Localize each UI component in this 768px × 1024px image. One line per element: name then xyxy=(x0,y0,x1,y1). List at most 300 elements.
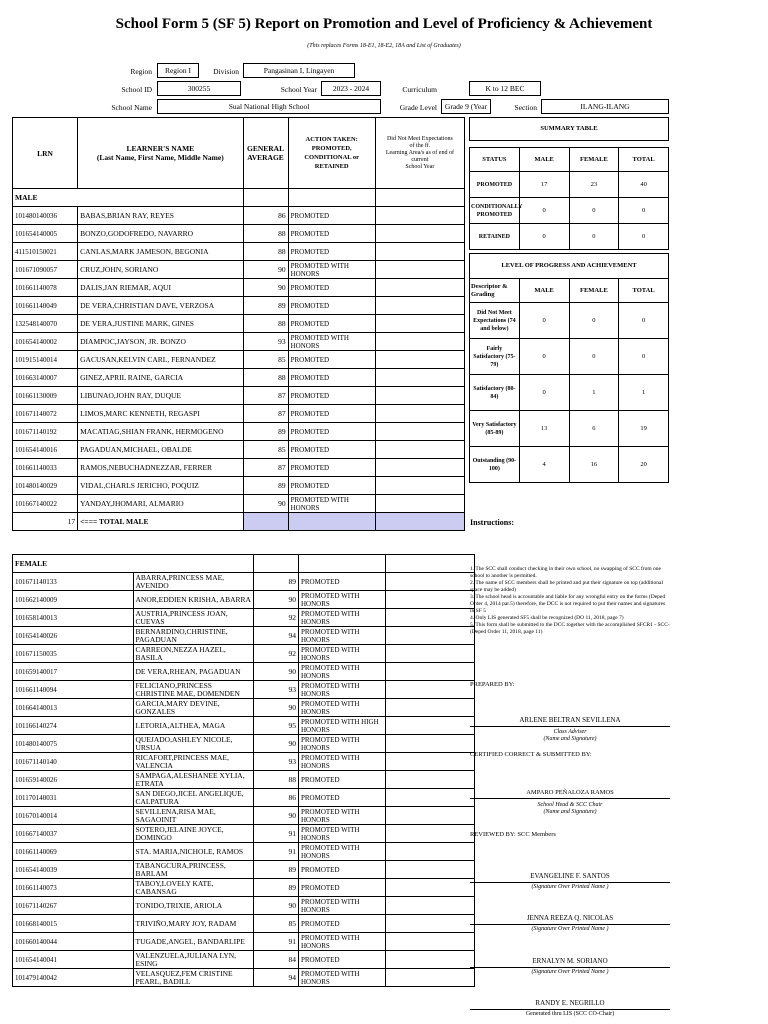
learner-name: SAN DIEGO,JICEL ANGELIQUE, CALPATURA xyxy=(133,789,254,807)
learner-dnm xyxy=(375,243,464,261)
row-label: Did Not Meet Expectations (74 and below) xyxy=(470,303,520,339)
learner-average: 90 xyxy=(243,261,288,279)
learner-name: LETORIA,ALTHEA, MAGA xyxy=(133,717,254,735)
summary-header-male: MALE xyxy=(519,148,569,172)
learner-action: PROMOTED xyxy=(288,297,375,315)
male-total-count: 17 xyxy=(13,513,78,531)
learner-action: PROMOTED xyxy=(288,279,375,297)
row-value-male: 0 xyxy=(519,198,569,224)
learner-average: 90 xyxy=(254,807,299,825)
learner-action: PROMOTED xyxy=(299,771,386,789)
learner-name: BONZO,GODOFREDO, NAVARRO xyxy=(78,225,243,243)
learner-average: 89 xyxy=(254,879,299,897)
learner-lrn: 101661140069 xyxy=(13,843,134,861)
row-value-male: 13 xyxy=(519,411,569,447)
learner-average: 85 xyxy=(243,441,288,459)
division-label: Division xyxy=(213,67,239,76)
learner-dnm xyxy=(386,951,475,969)
learner-name: PAGADUAN,MICHAEL, OBALDE xyxy=(78,441,243,459)
school-year-label: School Year xyxy=(280,85,317,94)
learner-action: PROMOTED WITH HONORS xyxy=(288,333,375,351)
col-dnm xyxy=(375,118,464,189)
progress-header-male: MALE xyxy=(519,279,569,303)
learner-name: GINEZ,APRIL RAINE, GARCIA xyxy=(78,369,243,387)
learner-average: 87 xyxy=(243,405,288,423)
row-label: Outstanding (90-100) xyxy=(470,447,520,483)
learner-lrn: 101654140016 xyxy=(13,441,78,459)
learner-lrn: 101660140044 xyxy=(13,933,134,951)
learner-dnm xyxy=(386,789,475,807)
col-lrn: LRN xyxy=(13,118,78,189)
learner-action: PROMOTED xyxy=(299,573,386,591)
learner-average: 85 xyxy=(243,351,288,369)
learner-average: 88 xyxy=(243,315,288,333)
learner-dnm xyxy=(386,897,475,915)
learner-dnm xyxy=(375,207,464,225)
learner-lrn: 101664140013 xyxy=(13,699,134,717)
table-row xyxy=(13,315,465,333)
learner-average: 89 xyxy=(243,297,288,315)
learner-name: VELASQUEZ,FEM CRISTINE PEARL, BADILL xyxy=(133,969,254,987)
learner-dnm xyxy=(386,933,475,951)
learner-action: PROMOTED WITH HONORS xyxy=(299,825,386,843)
learner-lrn: 101661140033 xyxy=(13,459,78,477)
row-value-male: 4 xyxy=(519,447,569,483)
adviser-name: ARLENE BELTRAN SEVILLENA xyxy=(519,716,621,724)
section-field: ILANG-ILANG xyxy=(541,99,669,114)
learner-action: PROMOTED WITH HONORS xyxy=(299,663,386,681)
col-action-line3: CONDITIONAL or xyxy=(304,154,360,161)
col-dnm-line2: of the ff. xyxy=(409,142,431,149)
learner-lrn: 101654140026 xyxy=(13,627,134,645)
col-average-line1: GENERAL xyxy=(247,144,285,153)
col-action-line2: PROMOTED, xyxy=(311,145,352,152)
learner-name: ANOR,EDDIEN KRISHA, ABARRA xyxy=(133,591,254,609)
learner-average: 95 xyxy=(254,717,299,735)
learner-dnm xyxy=(375,261,464,279)
learner-name: QUEJADO,ASHLEY NICOLE, URSUA xyxy=(133,735,254,753)
table-row xyxy=(470,172,669,198)
learner-action: PROMOTED WITH HONORS xyxy=(299,699,386,717)
learner-dnm xyxy=(386,627,475,645)
learner-dnm xyxy=(386,591,475,609)
learner-name: AUSTRIA,PRINCESS JOAN, CUEVAS xyxy=(133,609,254,627)
table-row xyxy=(13,573,475,591)
row-value-total: 0 xyxy=(619,224,669,250)
table-row xyxy=(13,261,465,279)
table-row xyxy=(13,207,465,225)
learner-name: TABOY,LOVELY KATE, CABANSAG xyxy=(133,879,254,897)
head-role: School Head & SCC Chair xyxy=(537,802,603,808)
learner-dnm xyxy=(386,843,475,861)
learner-name: BABAS,BRIAN RAY, REYES xyxy=(78,207,243,225)
row-value-female: 23 xyxy=(569,172,619,198)
learner-dnm xyxy=(375,369,464,387)
table-row xyxy=(13,477,465,495)
table-row xyxy=(13,951,475,969)
learner-lrn: 101667140022 xyxy=(13,495,78,513)
learner-dnm xyxy=(375,279,464,297)
learner-lrn: 132548140070 xyxy=(13,315,78,333)
learner-dnm xyxy=(386,645,475,663)
summary-header-female: FEMALE xyxy=(569,148,619,172)
learner-action: PROMOTED xyxy=(288,387,375,405)
learner-dnm xyxy=(375,351,464,369)
row-value-female: 0 xyxy=(569,198,619,224)
learner-dnm xyxy=(375,459,464,477)
row-value-male: 0 xyxy=(519,375,569,411)
learner-lrn: 101671140140 xyxy=(13,753,134,771)
row-value-female: 1 xyxy=(569,375,619,411)
progress-header-female: FEMALE xyxy=(569,279,619,303)
col-dnm-line5: School Year xyxy=(405,163,435,170)
grade-level-field: Grade 9 (Year xyxy=(441,99,491,114)
division-field: Pangasinan I, Lingayen xyxy=(243,63,355,78)
table-row xyxy=(13,387,465,405)
learner-lrn: 101662140009 xyxy=(13,591,134,609)
learner-lrn: 101654140005 xyxy=(13,225,78,243)
row-label: Very Satisfactory (85-89) xyxy=(470,411,520,447)
table-row xyxy=(13,441,465,459)
learner-average: 88 xyxy=(254,771,299,789)
learner-average: 94 xyxy=(254,627,299,645)
learner-name: STA. MARIA,NICHOLE, RAMOS xyxy=(133,843,254,861)
row-value-female: 0 xyxy=(569,339,619,375)
row-value-male: 17 xyxy=(519,172,569,198)
learner-action: PROMOTED WITH HONORS xyxy=(299,753,386,771)
table-row xyxy=(13,969,475,987)
row-value-total: 0 xyxy=(619,339,669,375)
table-row xyxy=(13,333,465,351)
learner-action: PROMOTED WITH HONORS xyxy=(288,261,375,279)
learner-average: 88 xyxy=(243,225,288,243)
summary-header-status: STATUS xyxy=(470,148,520,172)
learner-average: 91 xyxy=(254,933,299,951)
school-id-label: School ID xyxy=(121,85,152,94)
learner-action: PROMOTED xyxy=(288,441,375,459)
learner-lrn: 101671140192 xyxy=(13,423,78,441)
school-id-field: 300255 xyxy=(157,81,241,96)
learner-average: 84 xyxy=(254,951,299,969)
table-row xyxy=(470,375,669,411)
male-total-label: <=== TOTAL MALE xyxy=(78,513,243,531)
section-label: Section xyxy=(514,103,537,112)
row-value-total: 40 xyxy=(619,172,669,198)
learner-lrn: 101480140075 xyxy=(13,735,134,753)
row-value-male: 0 xyxy=(519,224,569,250)
learner-dnm xyxy=(386,969,475,987)
col-action xyxy=(288,118,375,189)
learner-action: PROMOTED WITH HONORS xyxy=(299,807,386,825)
learner-dnm xyxy=(386,861,475,879)
row-value-male: 0 xyxy=(519,303,569,339)
learner-average: 88 xyxy=(243,369,288,387)
learner-name: RAMOS,NEBUCHADNEZZAR, FERRER xyxy=(78,459,243,477)
row-value-female: 0 xyxy=(569,224,619,250)
head-note: (Name and Signature) xyxy=(543,809,597,815)
learner-dnm xyxy=(386,825,475,843)
learner-dnm xyxy=(375,495,464,513)
learner-action: PROMOTED WITH HONORS xyxy=(299,843,386,861)
learner-lrn: 101658140013 xyxy=(13,609,134,627)
learner-name: RICAFORT,PRINCESS MAE, VALENCIA xyxy=(133,753,254,771)
learner-lrn: 101659140026 xyxy=(13,771,134,789)
learner-dnm xyxy=(386,807,475,825)
learner-action: PROMOTED WITH HIGH HONORS xyxy=(299,717,386,735)
table-row xyxy=(470,224,669,250)
table-row xyxy=(13,369,465,387)
learner-lrn: 101671140133 xyxy=(13,573,134,591)
learner-lrn: 101654140039 xyxy=(13,861,134,879)
learner-dnm xyxy=(386,681,475,699)
progress-header-total: TOTAL xyxy=(619,279,669,303)
learner-dnm xyxy=(375,297,464,315)
learner-lrn: 101671150035 xyxy=(13,645,134,663)
row-label: Fairly Satisfactory (75-79) xyxy=(470,339,520,375)
row-value-total: 0 xyxy=(619,303,669,339)
school-year-field: 2023 - 2024 xyxy=(321,81,381,96)
learner-action: PROMOTED xyxy=(288,369,375,387)
summary-table xyxy=(469,117,669,250)
member-name: EVANGELINE F. SANTOS xyxy=(530,872,610,880)
row-value-male: 0 xyxy=(519,339,569,375)
learner-average: 89 xyxy=(243,423,288,441)
learner-action: PROMOTED xyxy=(288,243,375,261)
learner-action: PROMOTED WITH HONORS xyxy=(299,627,386,645)
learner-dnm xyxy=(386,771,475,789)
col-name xyxy=(78,118,243,189)
learner-action: PROMOTED WITH HONORS xyxy=(288,495,375,513)
learner-action: PROMOTED xyxy=(288,351,375,369)
row-value-total: 0 xyxy=(619,198,669,224)
table-row xyxy=(13,681,475,699)
female-section-label: FEMALE xyxy=(13,555,254,573)
learner-name: TUGADE,ANGEL, BANDARLIPE xyxy=(133,933,254,951)
table-row xyxy=(13,423,465,441)
progress-title: LEVEL OF PROGRESS AND ACHIEVEMENT xyxy=(470,254,669,279)
learner-dnm xyxy=(386,915,475,933)
learner-action: PROMOTED WITH HONORS xyxy=(299,735,386,753)
learner-dnm xyxy=(386,879,475,897)
learner-lrn: 101663140007 xyxy=(13,369,78,387)
learner-average: 86 xyxy=(243,207,288,225)
col-dnm-line4: current xyxy=(411,156,429,163)
learners-table-male xyxy=(12,117,465,531)
learner-dnm xyxy=(375,423,464,441)
learner-dnm xyxy=(386,573,475,591)
learner-average: 90 xyxy=(254,897,299,915)
learner-average: 92 xyxy=(254,645,299,663)
learner-dnm xyxy=(375,441,464,459)
male-section-label: MALE xyxy=(13,189,244,207)
table-row xyxy=(13,225,465,243)
table-row xyxy=(13,645,475,663)
learner-name: YANDAY,JHOMARI, ALMARIO xyxy=(78,495,243,513)
learner-name: DE VERA,JUSTINE MARK, GINES xyxy=(78,315,243,333)
learner-dnm xyxy=(386,735,475,753)
instruction-item: 5. This form shall be submitted to the DCC together with the accomplished SFCR1 - SCC- (Deped Order 11, 2018, page 11) xyxy=(470,622,670,635)
learner-dnm xyxy=(375,225,464,243)
learner-name: VALENZUELA,JULIANA LYN, ESING xyxy=(133,951,254,969)
region-label: Region xyxy=(130,67,152,76)
table-row xyxy=(13,279,465,297)
table-row xyxy=(13,495,465,513)
table-row xyxy=(13,663,475,681)
learner-name: CANLAS,MARK JAMESON, BEGONIA xyxy=(78,243,243,261)
learner-action: PROMOTED xyxy=(299,879,386,897)
col-dnm-line3: Learning Area/s as of end of xyxy=(385,149,454,156)
col-average xyxy=(243,118,288,189)
instructions-list xyxy=(470,566,670,636)
learner-lrn: 101661140094 xyxy=(13,681,134,699)
learner-lrn: 101654140041 xyxy=(13,951,134,969)
col-name-line1: LEARNER'S NAME xyxy=(126,144,195,153)
col-action-line4: RETAINED xyxy=(314,163,349,170)
progress-table xyxy=(469,253,669,483)
learner-lrn: 101480140029 xyxy=(13,477,78,495)
learner-average: 89 xyxy=(254,861,299,879)
col-name-line2: (Last Name, First Name, Middle Name) xyxy=(96,153,224,162)
learner-action: PROMOTED xyxy=(288,423,375,441)
learner-name: DE VERA,RHEAN, PAGADUAN xyxy=(133,663,254,681)
learner-dnm xyxy=(386,663,475,681)
col-dnm-line1: Did Not Meet Expectations xyxy=(386,135,453,142)
learner-action: PROMOTED WITH HONORS xyxy=(299,933,386,951)
table-row xyxy=(470,411,669,447)
row-value-total: 1 xyxy=(619,375,669,411)
learner-lrn: 101661140073 xyxy=(13,879,134,897)
learner-lrn: 101915140014 xyxy=(13,351,78,369)
member-note: Generated thru LIS (SCC CO-Chair) xyxy=(525,1011,615,1017)
learner-name: SOTERO,JELAINE JOYCE, DOMINGO xyxy=(133,825,254,843)
learner-name: TONIDO,TRIXIE, ARIOLA xyxy=(133,897,254,915)
school-name-label: School Name xyxy=(111,103,152,112)
learner-average: 87 xyxy=(243,459,288,477)
learner-dnm xyxy=(386,609,475,627)
table-row xyxy=(13,933,475,951)
member-name: ERNALYN M. SORIANO xyxy=(532,957,608,965)
learner-lrn: 411510150021 xyxy=(13,243,78,261)
table-row xyxy=(13,879,475,897)
learner-lrn: 101671090057 xyxy=(13,261,78,279)
learner-name: DALIS,JAN RIEMAR, AQUI xyxy=(78,279,243,297)
adviser-note: (Name and Signature) xyxy=(543,736,597,742)
head-name: AMPARO PEÑALOZA RAMOS xyxy=(526,789,614,796)
learners-table-female xyxy=(12,554,475,987)
instruction-item: 3. The school head is accountable and liable for any wrongful entry on the forms (Deped Order 4, 2014 par.5) therefore, the DCC is not required to put their names and signatures in SF 5 xyxy=(470,594,666,614)
learner-lrn: 101659140017 xyxy=(13,663,134,681)
table-row xyxy=(470,303,669,339)
summary-title: SUMMARY TABLE xyxy=(470,118,669,141)
learner-action: PROMOTED xyxy=(288,225,375,243)
region-field: Region I xyxy=(157,63,199,78)
adviser-role: Class Adviser xyxy=(553,729,587,735)
learner-name: FELICIANO,PRINCESS CHRISTINE MAE, DOMENDEN xyxy=(133,681,254,699)
learner-action: PROMOTED WITH HONORS xyxy=(299,969,386,987)
learner-name: SEVILLENA,RISA MAE, SAGAOINIT xyxy=(133,807,254,825)
curriculum-label: Curriculum xyxy=(402,85,437,94)
table-row xyxy=(13,243,465,261)
curriculum-field: K to 12 BEC xyxy=(469,81,541,96)
table-row xyxy=(470,447,669,483)
learner-action: PROMOTED xyxy=(299,861,386,879)
learner-action: PROMOTED WITH HONORS xyxy=(299,591,386,609)
instructions-title: Instructions: xyxy=(470,518,515,527)
row-label: RETAINED xyxy=(470,224,520,250)
table-row xyxy=(13,861,475,879)
form-subtitle: (This replaces Forms 18-E1, 18-E2, 18A and List of Graduates) xyxy=(307,43,461,49)
learner-name: TABANGCURA,PRINCESS, BARLAM xyxy=(133,861,254,879)
certified-label: CERTIFIED CORRECT & SUBMITTED BY: xyxy=(470,751,592,758)
learner-average: 88 xyxy=(243,243,288,261)
learner-lrn: 101661140049 xyxy=(13,297,78,315)
learner-lrn: 101170140031 xyxy=(13,789,134,807)
learner-average: 90 xyxy=(254,735,299,753)
table-row xyxy=(13,825,475,843)
learner-average: 93 xyxy=(254,681,299,699)
learner-average: 93 xyxy=(243,333,288,351)
row-label: Satisfactory (80-84) xyxy=(470,375,520,411)
learner-lrn: 101661140078 xyxy=(13,279,78,297)
learner-action: PROMOTED WITH HONORS xyxy=(299,609,386,627)
row-value-female: 16 xyxy=(569,447,619,483)
learner-average: 90 xyxy=(254,591,299,609)
member-note: (Signature Over Printed Name ) xyxy=(531,969,609,975)
learner-name: CRUZ,JOHN, SORIANO xyxy=(78,261,243,279)
learner-name: DIAMPOC,JAYSON, JR. BONZO xyxy=(78,333,243,351)
table-row xyxy=(13,735,475,753)
learner-dnm xyxy=(375,405,464,423)
member-name: JENNA REEZA Q. NICOLAS xyxy=(526,914,614,922)
learner-action: PROMOTED xyxy=(288,405,375,423)
learner-average: 90 xyxy=(243,279,288,297)
learner-name: MACATIAG,SHIAN FRANK, HERMOGENO xyxy=(78,423,243,441)
table-row xyxy=(13,591,475,609)
learner-dnm xyxy=(375,315,464,333)
learner-name: LIBUNAO,JOHN RAY, DUQUE xyxy=(78,387,243,405)
learner-action: PROMOTED WITH HONORS xyxy=(299,681,386,699)
prepared-by-label: PREPARED BY: xyxy=(470,681,515,688)
table-row xyxy=(13,609,475,627)
table-row xyxy=(13,807,475,825)
learner-lrn: 101166140274 xyxy=(13,717,134,735)
learner-name: BERNARDINO,CHRISTINE, PAGADUAN xyxy=(133,627,254,645)
learner-name: TRIVIÑO,MARY JOY, RADAM xyxy=(133,915,254,933)
learner-dnm xyxy=(386,717,475,735)
instruction-item: 2. The name of SCC members shall be printed and put their signature on top (additional space may be added) xyxy=(470,580,663,593)
learner-average: 94 xyxy=(254,969,299,987)
member-note: (Signature Over Printed Name ) xyxy=(531,884,609,890)
learner-dnm xyxy=(386,753,475,771)
row-value-total: 20 xyxy=(619,447,669,483)
learner-action: PROMOTED WITH HONORS xyxy=(299,897,386,915)
grade-level-label: Grade Level xyxy=(399,103,437,112)
learner-action: PROMOTED xyxy=(288,477,375,495)
learner-average: 90 xyxy=(254,699,299,717)
table-row xyxy=(13,627,475,645)
learner-dnm xyxy=(375,333,464,351)
table-row xyxy=(13,351,465,369)
learner-average: 91 xyxy=(254,825,299,843)
learner-average: 86 xyxy=(254,789,299,807)
table-row xyxy=(13,897,475,915)
summary-header-total: TOTAL xyxy=(619,148,669,172)
instruction-item: 4. Only LIS generated SF5 shall be recognized (DO 11, 2018, page 7) xyxy=(470,615,624,621)
learner-average: 89 xyxy=(254,573,299,591)
learner-action: PROMOTED xyxy=(299,915,386,933)
learner-average: 87 xyxy=(243,387,288,405)
learner-name: DE VERA,CHRISTIAN DAVE, VERZOSA xyxy=(78,297,243,315)
